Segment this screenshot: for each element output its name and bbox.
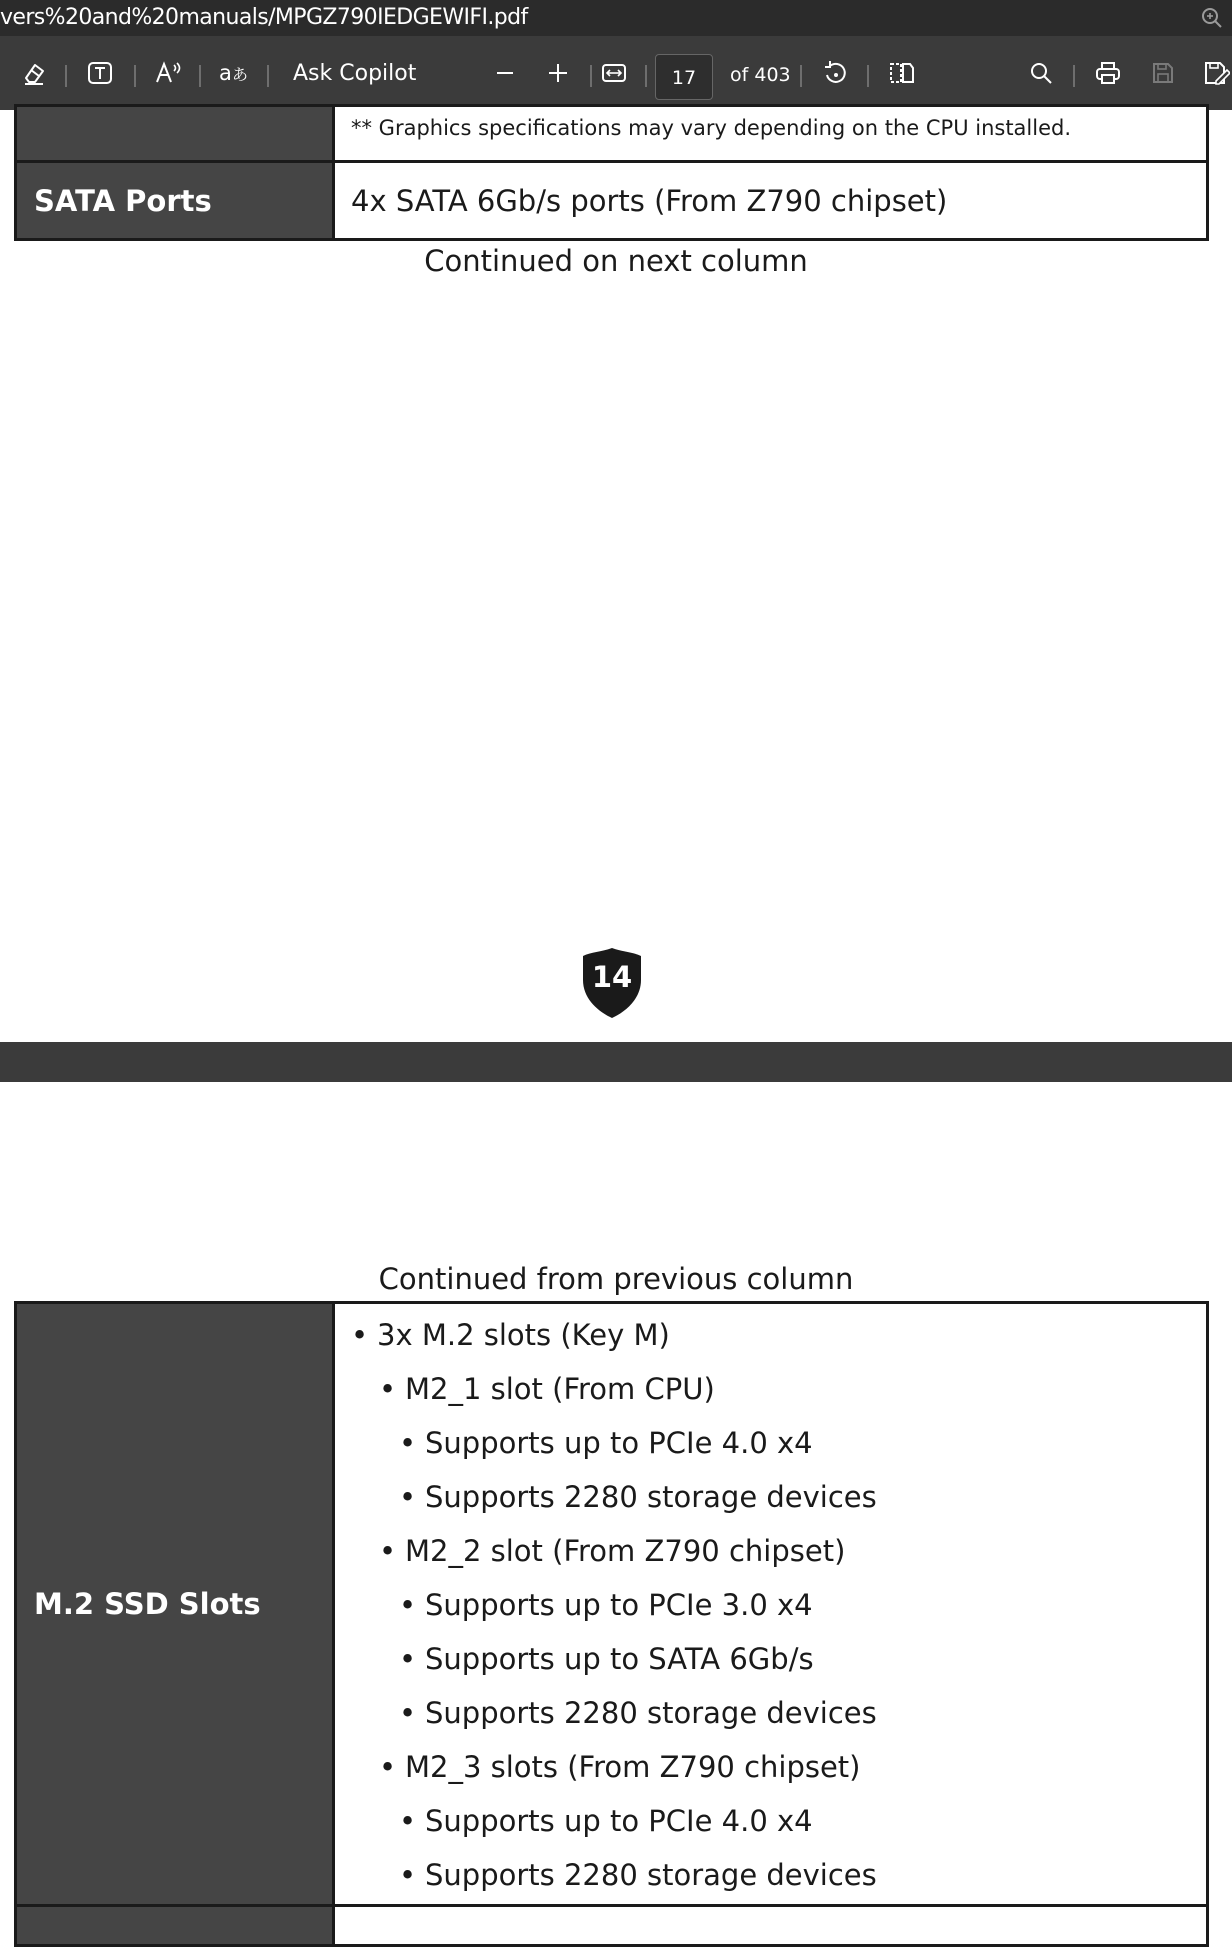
pdf-page [0, 110, 1232, 1042]
row-value: 4x SATA 6Gb/s ports (From Z790 chipset) [334, 162, 1208, 240]
m2-slot-list [351, 1308, 1205, 1902]
table-row [16, 162, 1208, 240]
sub-list [405, 1578, 1205, 1740]
text-box-icon[interactable] [82, 36, 118, 110]
zoom-out-icon[interactable] [490, 36, 520, 110]
save-as-icon[interactable] [1200, 36, 1232, 110]
row-label: M.2 SSD Slots [16, 1303, 334, 1906]
pdf-toolbar [0, 36, 1232, 110]
page-number-input[interactable]: 17 [655, 54, 713, 100]
row-value [334, 1303, 1208, 1906]
list-item-text: M2_2 slot (From Z790 chipset) [405, 1534, 846, 1568]
list-item-text: M2_1 slot (From CPU) [405, 1372, 715, 1406]
list-item: • Supports up to PCIe 4.0 x4 [425, 1794, 1205, 1848]
toolbar-separator [645, 65, 647, 87]
print-icon[interactable] [1092, 36, 1124, 110]
toolbar-separator [800, 65, 802, 87]
list-item: • Supports 2280 storage devices [425, 1470, 1205, 1524]
table-row [16, 1303, 1208, 1906]
continued-caption: Continued on next column [424, 244, 808, 278]
graphics-note: ** Graphics specifications may vary depending on the CPU installed. [351, 116, 1072, 140]
rotate-icon[interactable] [818, 36, 852, 110]
page-view-icon[interactable] [886, 36, 918, 110]
sub-list [377, 1362, 1205, 1902]
ask-copilot-button[interactable] [293, 36, 417, 110]
table-row [16, 1906, 1208, 1946]
read-aloud-icon[interactable] [150, 36, 186, 110]
translate-icon[interactable] [216, 36, 252, 110]
row-label: SATA Ports [16, 162, 334, 240]
svg-text:a: a [219, 61, 232, 85]
svg-text:あ: あ [232, 65, 249, 84]
zoom-in-icon[interactable] [1200, 6, 1224, 30]
row-label-empty [16, 1906, 334, 1946]
table-row [16, 106, 1208, 162]
row-value-empty [334, 1906, 1208, 1946]
document-viewer[interactable] [0, 110, 1232, 1952]
continued-caption: Continued from previous column [378, 1262, 854, 1296]
sub-list [405, 1794, 1205, 1902]
toolbar-separator [199, 65, 201, 87]
spec-table [14, 104, 1209, 241]
list-item [405, 1524, 1205, 1740]
list-item: • Supports up to PCIe 4.0 x4 [425, 1416, 1205, 1470]
list-item: • Supports up to SATA 6Gb/s [425, 1632, 1205, 1686]
page-number: 14 [591, 960, 633, 994]
list-item-text: M2_3 slots (From Z790 chipset) [405, 1750, 861, 1784]
document-url: vers%20and%20manuals/MPGZ790IEDGEWIFI.pdf [0, 5, 528, 30]
ask-copilot-label: Ask Copilot [293, 60, 417, 86]
draw-icon[interactable] [14, 36, 54, 110]
pdf-page [0, 1082, 1232, 1952]
list-item [405, 1362, 1205, 1524]
title-bar [0, 0, 1232, 36]
list-item [377, 1308, 1205, 1902]
graphics-note-cell [334, 106, 1208, 162]
toolbar-separator [267, 65, 269, 87]
page-total: of 403 [730, 64, 791, 86]
row-label-empty [16, 106, 334, 162]
toolbar-separator [590, 65, 592, 87]
list-item-text: 3x M.2 slots (Key M) [377, 1318, 670, 1352]
toolbar-separator [65, 65, 67, 87]
spec-table [14, 1301, 1209, 1947]
fit-width-icon[interactable] [599, 36, 629, 110]
list-item [405, 1740, 1205, 1902]
list-item: • Supports 2280 storage devices [425, 1848, 1205, 1902]
toolbar-separator [134, 65, 136, 87]
zoom-in-icon[interactable] [543, 36, 573, 110]
toolbar-separator [1073, 65, 1075, 87]
search-icon[interactable] [1026, 36, 1056, 110]
toolbar-separator [867, 65, 869, 87]
sub-list [405, 1416, 1205, 1524]
list-item: • Supports up to PCIe 3.0 x4 [425, 1578, 1205, 1632]
save-icon[interactable] [1148, 36, 1178, 110]
list-item: • Supports 2280 storage devices [425, 1686, 1205, 1740]
